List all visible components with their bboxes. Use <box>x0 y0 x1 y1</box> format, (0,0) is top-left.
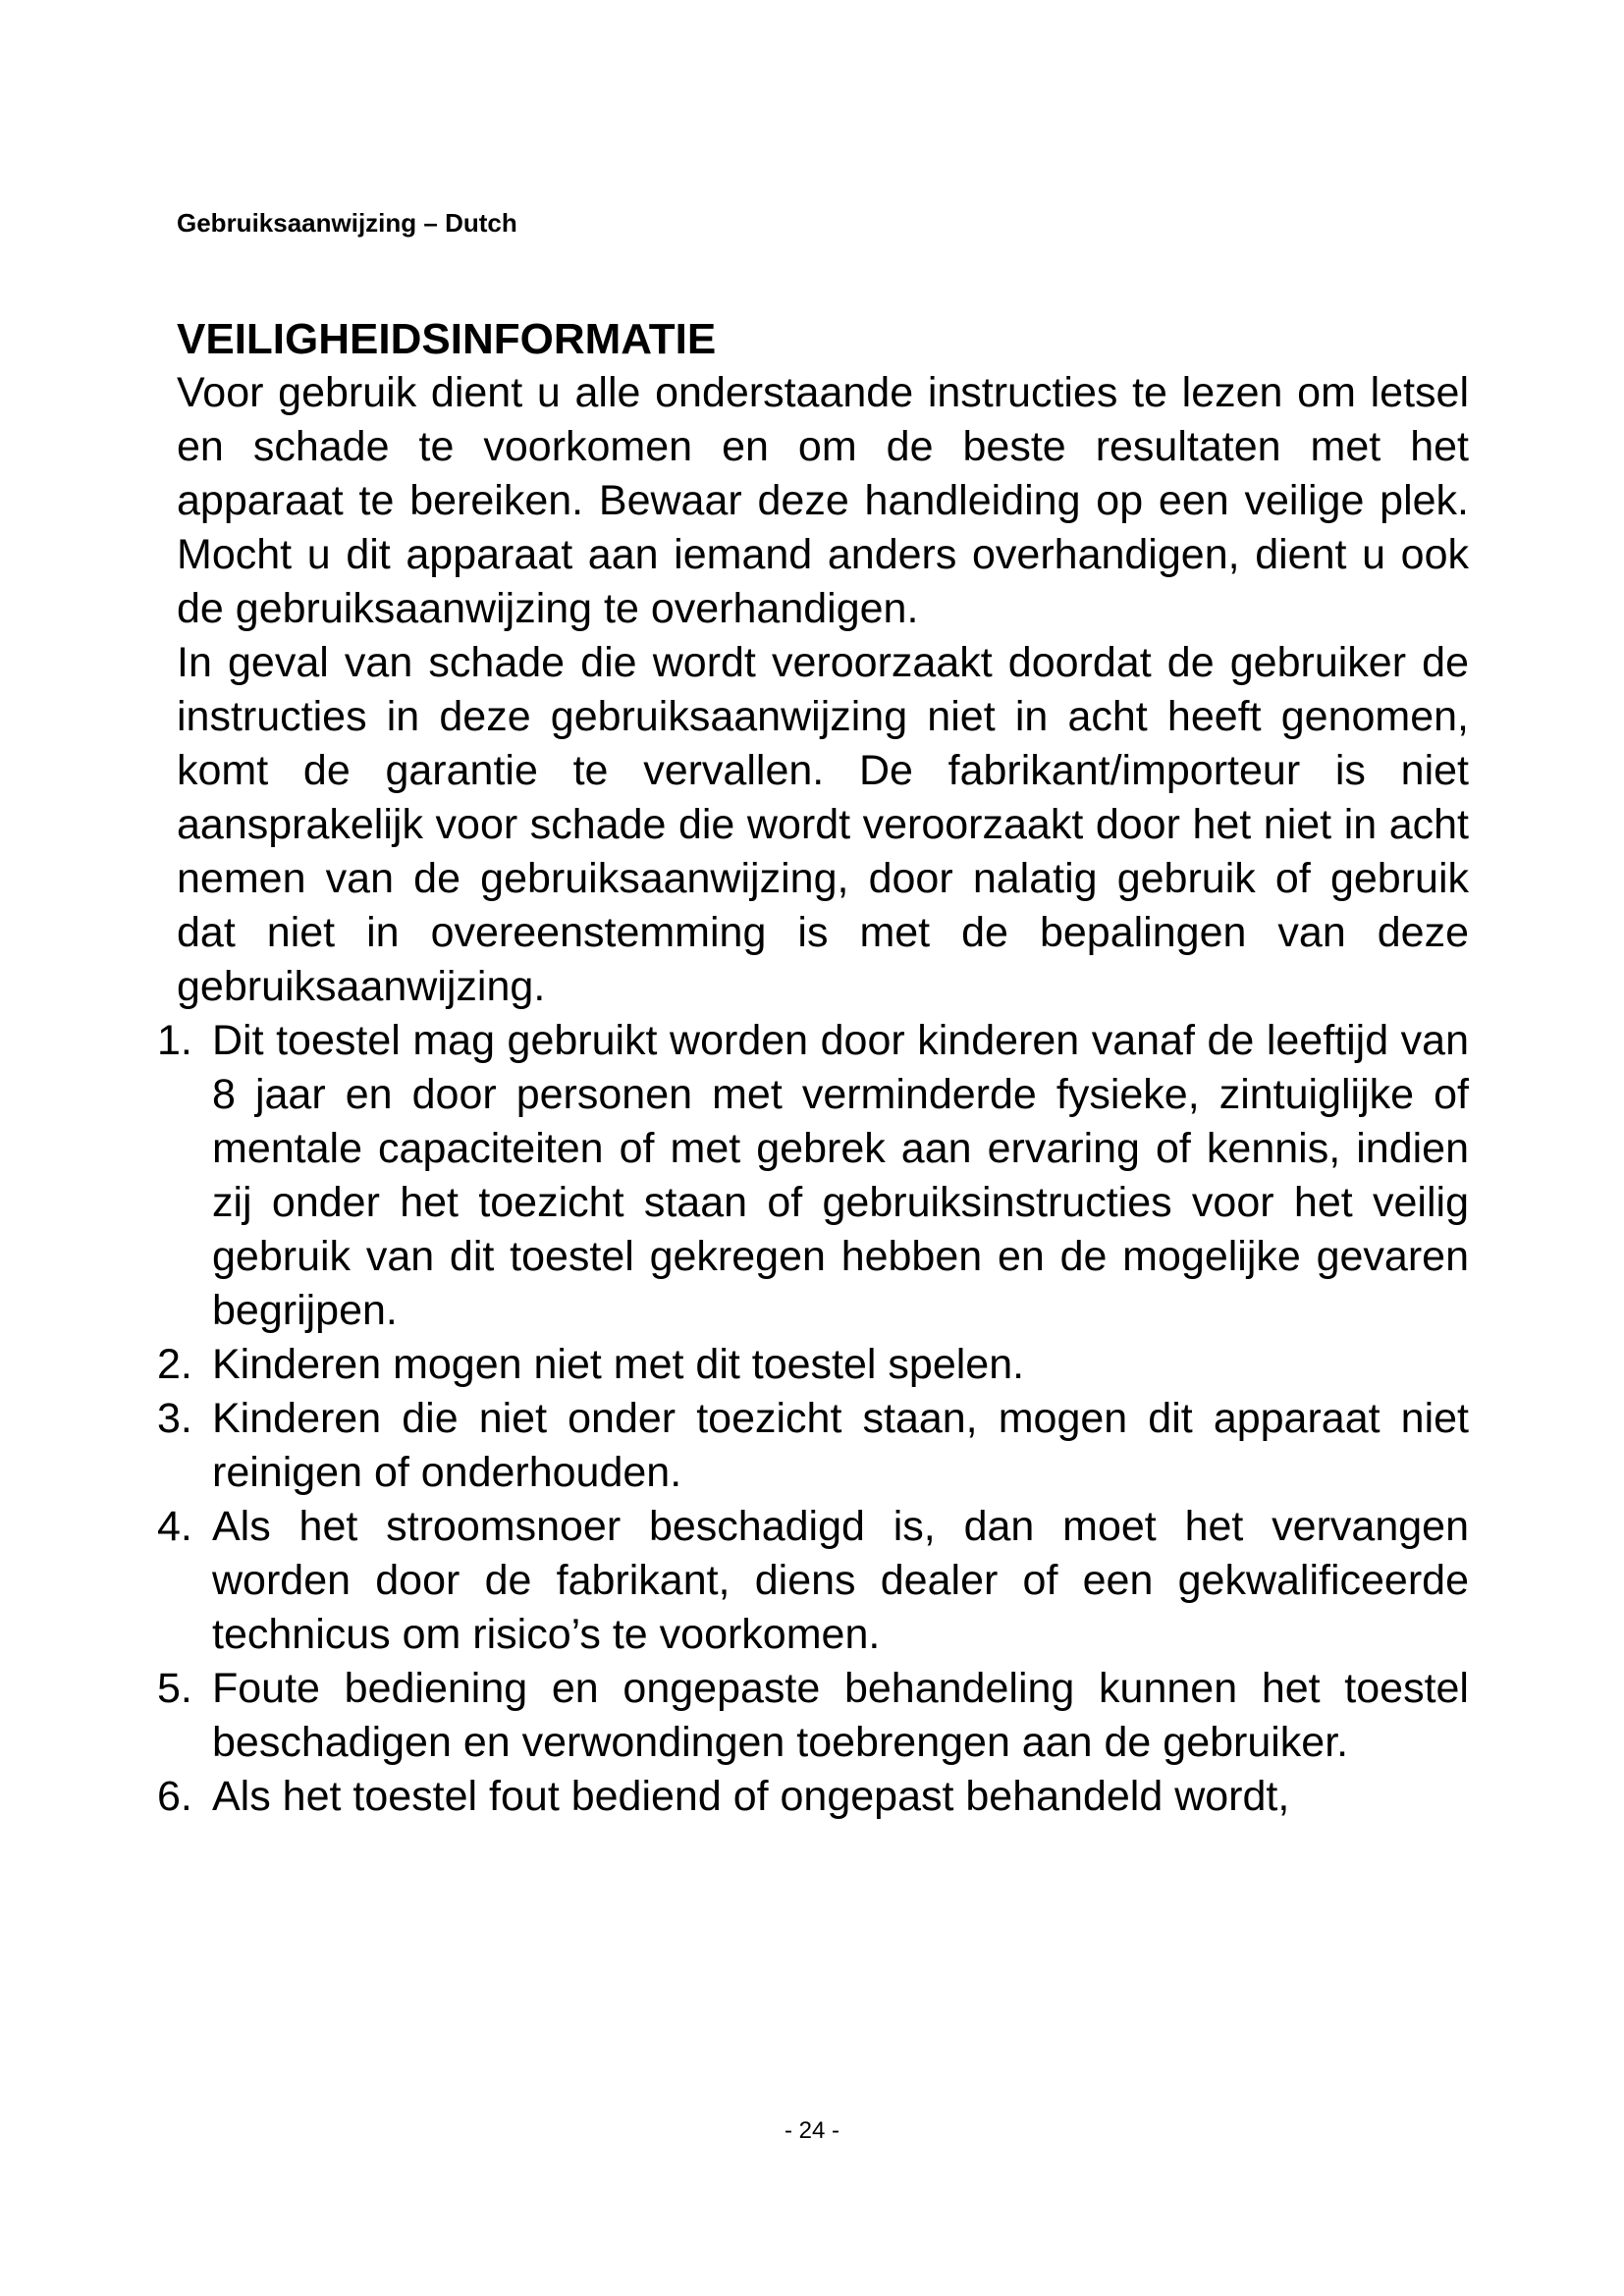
list-item-text: Dit toestel mag gebruikt worden door kinderen vanaf de leeftijd van 8 jaar en door personen met verminderde fysieke, zintuiglijke of mentale capaciteiten of met gebrek aan ervaring of kennis, indien zij onder het toezicht staan of gebruiksinstructies voor het veilig gebruik van dit toestel gekregen hebben en de mogelijke gevaren begrijpen. <box>212 1017 1469 1334</box>
list-item-text: Als het toestel fout bediend of ongepast behandeld wordt, <box>212 1773 1290 1820</box>
safety-list <box>157 1014 1469 1824</box>
list-item <box>157 1500 1469 1662</box>
list-item-text: Kinderen mogen niet met dit toestel spelen. <box>212 1341 1025 1388</box>
list-item-text: Foute bediening en ongepaste behandeling kunnen het toestel beschadigen en verwondingen toebrengen aan de gebruiker. <box>212 1665 1469 1766</box>
page-number: - 24 - <box>784 2117 839 2144</box>
list-item <box>157 1392 1469 1500</box>
list-item-number: 6. <box>157 1773 192 1820</box>
list-item <box>157 1338 1469 1392</box>
list-item <box>157 1770 1469 1824</box>
list-item-number: 5. <box>157 1665 192 1712</box>
list-item-text: Als het stroomsnoer beschadigd is, dan moet het vervangen worden door de fabrikant, diens dealer of een gekwalificeerde technicus om risico’s te voorkomen. <box>212 1503 1469 1658</box>
list-item-text: Kinderen die niet onder toezicht staan, mogen dit apparaat niet reinigen of onderhouden. <box>212 1395 1469 1496</box>
list-item-number: 2. <box>157 1341 192 1388</box>
safety-section <box>157 312 1469 1824</box>
intro-paragraph: Voor gebruik dient u alle onderstaande instructies te lezen om letsel en schade te voorkomen en om de beste resultaten met het apparaat te bereiken. Bewaar deze handleiding op een veilige plek. Mocht u dit apparaat aan iemand anders overhandigen, dient u ook de gebruiksaanwijzing te overhandigen. <box>177 369 1469 632</box>
section-heading: VEILIGHEIDSINFORMATIE <box>177 315 717 363</box>
page-header: Gebruiksaanwijzing – Dutch <box>177 208 517 238</box>
list-item <box>157 1662 1469 1770</box>
list-item-number: 1. <box>157 1017 192 1064</box>
list-item-number: 3. <box>157 1395 192 1442</box>
list-item <box>157 1014 1469 1338</box>
list-item-number: 4. <box>157 1503 192 1550</box>
warranty-paragraph: In geval van schade die wordt veroorzaakt doordat de gebruiker de instructies in deze gebruiksaanwijzing niet in acht heeft genomen, komt de garantie te vervallen. De fabrikant/importeur is niet aansprakelijk voor schade die wordt veroorzaakt door het niet in acht nemen van de gebruiksaanwijzing, door nalatig gebruik of gebruik dat niet in overeenstemming is met de bepalingen van deze gebruiksaanwijzing. <box>177 639 1469 1010</box>
